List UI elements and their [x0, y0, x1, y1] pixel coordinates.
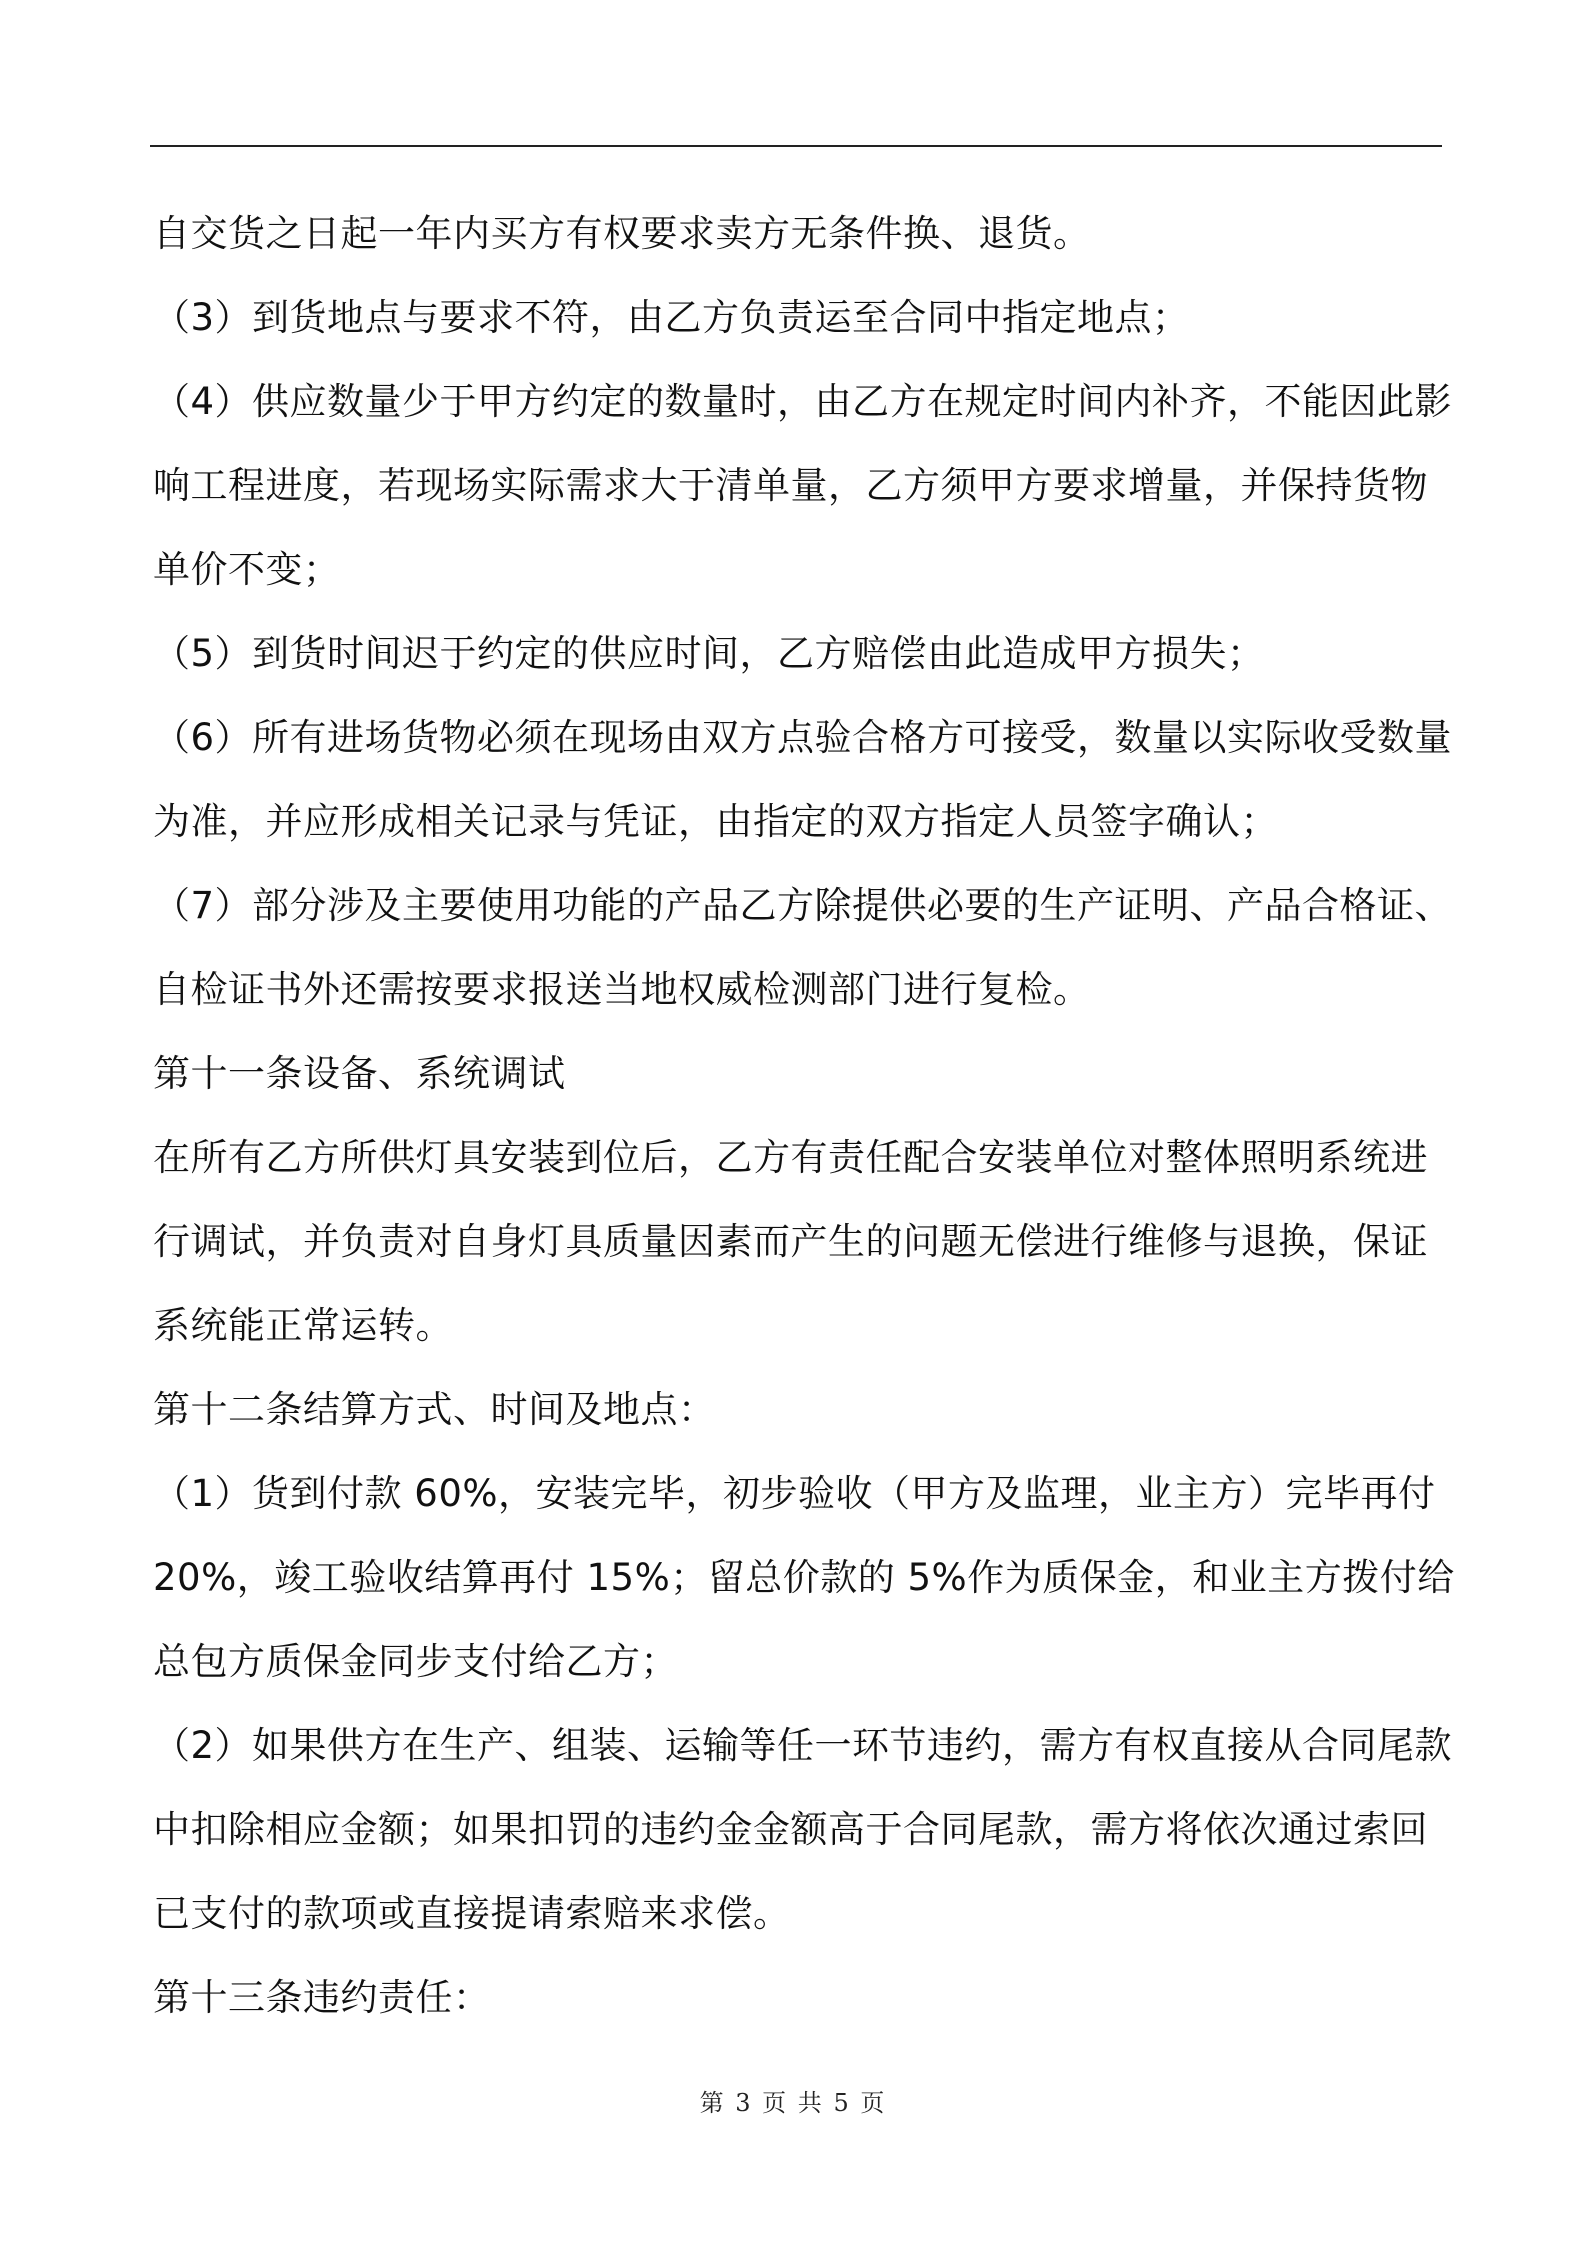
text-line: 为准，并应形成相关记录与凭证，由指定的双方指定人员签字确认；	[153, 800, 1278, 843]
text-line: 20%，竣工验收结算再付 15%；留总价款的 5%作为质保金，和业主方拨付给	[153, 1556, 1455, 1599]
text-line: 已支付的款项或直接提请索赔来求偿。	[153, 1892, 791, 1935]
text-line: （2）如果供方在生产、组装、运输等任一环节违约，需方有权直接从合同尾款	[153, 1724, 1453, 1767]
text-line: 单价不变；	[153, 548, 341, 591]
section-heading: 第十三条违约责任：	[153, 1976, 491, 2019]
header-rule	[150, 145, 1442, 147]
text-line: （1）货到付款 60%，安装完毕，初步验收（甲方及监理，业主方）完毕再付	[153, 1472, 1436, 1515]
text-line: （3）到货地点与要求不符，由乙方负责运至合同中指定地点；	[153, 296, 1190, 339]
text-line: 行调试，并负责对自身灯具质量因素而产生的问题无偿进行维修与退换，保证	[153, 1220, 1428, 1263]
text-line: （5）到货时间迟于约定的供应时间，乙方赔偿由此造成甲方损失；	[153, 632, 1265, 675]
text-line: （4）供应数量少于甲方约定的数量时，由乙方在规定时间内补齐，不能因此影	[153, 380, 1453, 423]
text-line: 在所有乙方所供灯具安装到位后，乙方有责任配合安装单位对整体照明系统进	[153, 1136, 1428, 1179]
text-line: 中扣除相应金额；如果扣罚的违约金金额高于合同尾款，需方将依次通过索回	[153, 1808, 1428, 1851]
text-line: 总包方质保金同步支付给乙方；	[153, 1640, 678, 1683]
document-body	[153, 192, 1453, 2040]
text-line: 响工程进度，若现场实际需求大于清单量，乙方须甲方要求增量，并保持货物	[153, 464, 1428, 507]
text-line: 系统能正常运转。	[153, 1304, 453, 1347]
page-number-footer: 第 3 页 共 5 页	[699, 2089, 887, 2117]
section-heading: 第十二条结算方式、时间及地点：	[153, 1388, 716, 1431]
text-line: （7）部分涉及主要使用功能的产品乙方除提供必要的生产证明、产品合格证、	[153, 884, 1453, 927]
section-heading: 第十一条设备、系统调试	[153, 1052, 566, 1095]
text-line: （6）所有进场货物必须在现场由双方点验合格方可接受，数量以实际收受数量	[153, 716, 1453, 759]
text-line: 自交货之日起一年内买方有权要求卖方无条件换、退货。	[153, 212, 1091, 255]
text-line: 自检证书外还需按要求报送当地权威检测部门进行复检。	[153, 968, 1091, 1011]
